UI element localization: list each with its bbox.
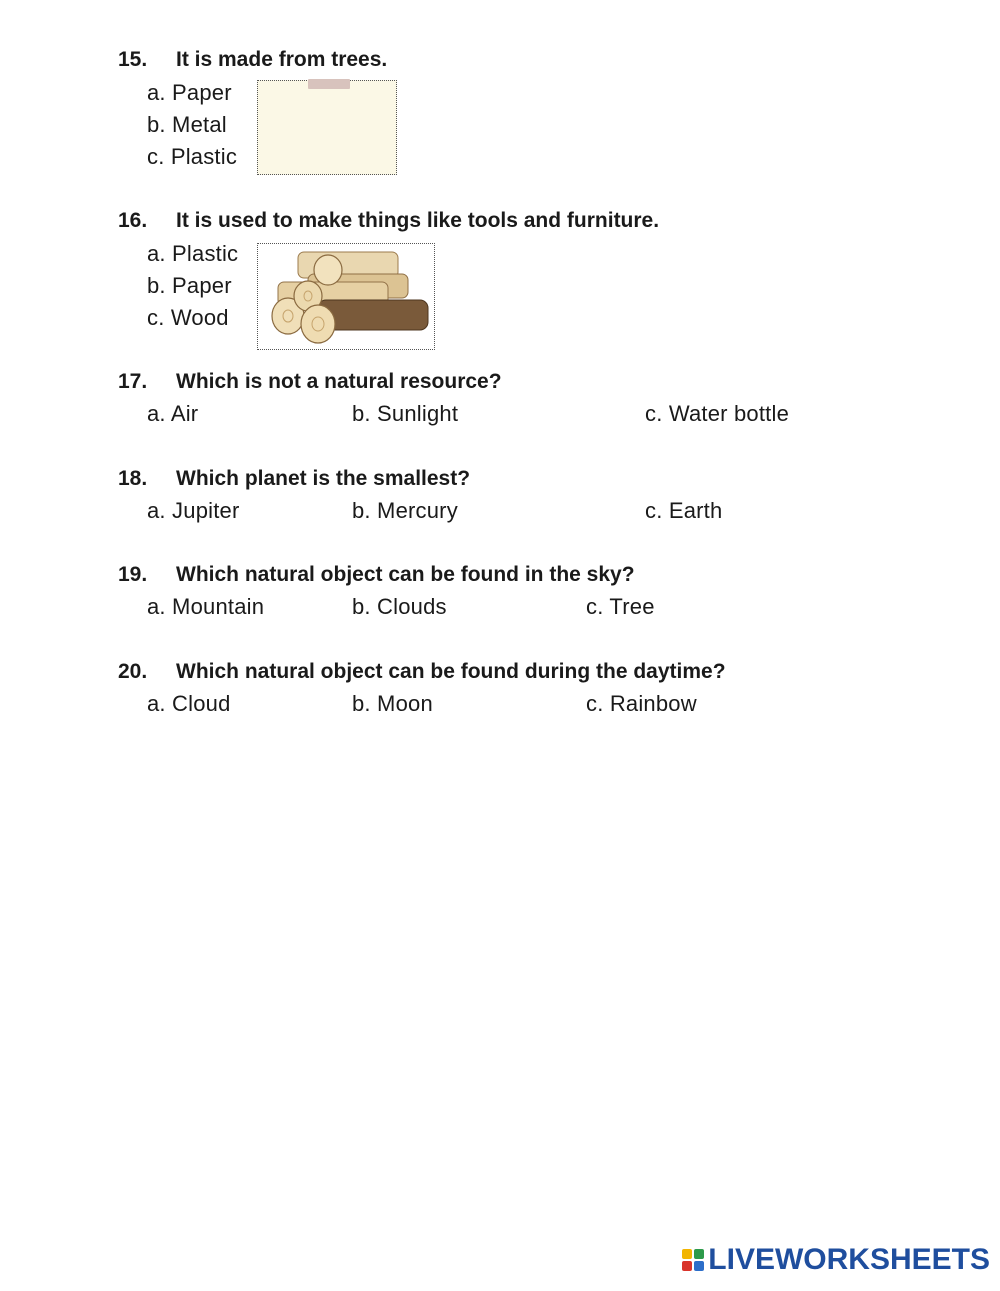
answer-option[interactable]: a. Cloud — [147, 691, 231, 716]
answer-option[interactable]: a. Jupiter — [147, 498, 240, 523]
answer-option[interactable]: c. Rainbow — [586, 691, 697, 716]
question-text: It is made from trees. — [176, 48, 388, 71]
wood-logs-image — [257, 243, 435, 350]
answer-option[interactable]: c. Earth — [645, 498, 723, 523]
answer-option[interactable]: a. Paper — [147, 80, 232, 105]
answer-option[interactable]: b. Paper — [147, 273, 232, 298]
answer-option[interactable]: b. Metal — [147, 112, 227, 137]
question-number: 20. — [118, 660, 148, 683]
logo-text: LIVEWORKSHEETS — [708, 1243, 990, 1276]
answer-option[interactable]: b. Sunlight — [352, 401, 459, 426]
question-number: 17. — [118, 370, 148, 393]
tape-strip — [308, 79, 350, 89]
logo-mark-icon — [682, 1249, 704, 1271]
answer-option[interactable]: a. Air — [147, 401, 199, 426]
wood-logs-illustration — [258, 244, 433, 348]
question-number: 19. — [118, 563, 148, 586]
question-text: Which natural object can be found during the daytime? — [176, 660, 726, 683]
question-number: 15. — [118, 48, 148, 71]
question-text: Which planet is the smallest? — [176, 467, 471, 490]
question-number: 18. — [118, 467, 148, 490]
answer-option[interactable]: c. Water bottle — [645, 401, 790, 426]
answer-option[interactable]: c. Tree — [586, 594, 655, 619]
liveworksheets-logo[interactable] — [682, 1243, 990, 1277]
answer-option[interactable]: a. Plastic — [147, 241, 239, 266]
answer-option[interactable]: b. Mercury — [352, 498, 458, 523]
answer-option[interactable]: b. Moon — [352, 691, 433, 716]
answer-option[interactable]: a. Mountain — [147, 594, 265, 619]
paper-note-image — [257, 80, 397, 175]
answer-option[interactable]: c. Plastic — [147, 144, 238, 169]
question-text: Which is not a natural resource? — [176, 370, 502, 393]
answer-option[interactable]: b. Clouds — [352, 594, 447, 619]
question-text: It is used to make things like tools and furniture. — [176, 209, 660, 232]
answer-option[interactable]: c. Wood — [147, 305, 229, 330]
question-number: 16. — [118, 209, 148, 232]
question-text: Which natural object can be found in the sky? — [176, 563, 635, 586]
